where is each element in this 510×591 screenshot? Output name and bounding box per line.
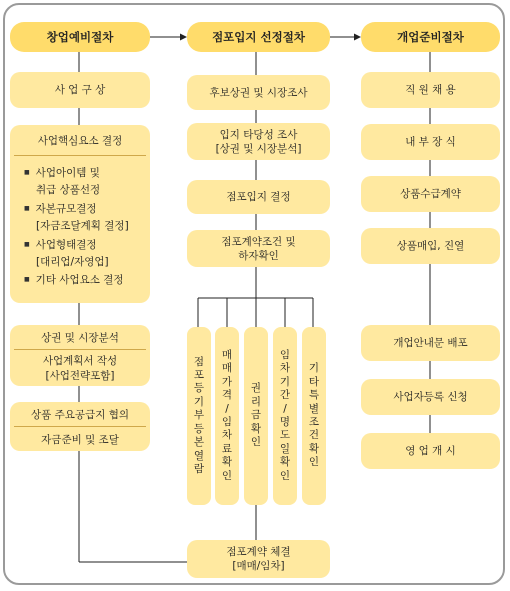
vertical-char: 가: [221, 375, 233, 388]
step-purchase-display: 상품매입, 진열: [361, 228, 500, 264]
vertical-char: 조: [308, 416, 320, 428]
core-item: ■ 사업아이템 및: [24, 164, 150, 182]
funding-line: 자금준비 및 조달: [41, 433, 119, 446]
store-contract-line: 점포계약 체결: [226, 546, 291, 558]
step-business-registration: 사업자등록 신청: [361, 379, 500, 415]
vertical-char: 인: [250, 436, 262, 449]
step-candidate-survey: 후보상권 및 시장조사: [187, 75, 330, 110]
check-price-rent: [215, 327, 239, 505]
vertical-char: 매: [221, 362, 233, 375]
header-startup-prep: 창업예비절차: [10, 22, 150, 52]
market-analysis-box: [10, 325, 150, 386]
check-registry: [187, 327, 211, 505]
step-interior: 내 부 장 식: [361, 124, 500, 160]
vertical-char: 임: [221, 416, 233, 428]
vertical-char: 인: [308, 456, 320, 469]
contract-terms-line: 점포계약조건 및: [221, 235, 296, 248]
vertical-char: 람: [193, 462, 205, 475]
check-lease-period: [273, 327, 297, 505]
vertical-char: 건: [308, 429, 320, 442]
vertical-char: 차: [221, 429, 233, 442]
core-item: ■ 사업형태결정: [24, 236, 150, 254]
core-elements-box: [10, 125, 150, 303]
vertical-char: 매: [221, 348, 233, 361]
vertical-char: 명: [279, 416, 291, 428]
vertical-char: 부: [193, 409, 205, 422]
core-item: [대리업/자영업]: [36, 255, 109, 268]
supplier-title: 상품 주요공급지 협의: [14, 402, 146, 427]
vertical-char: 도: [279, 429, 291, 442]
step-open-business: 영 업 개 시: [361, 433, 500, 469]
vertical-char: 간: [279, 389, 291, 402]
core-item: ■ 자본규모결정: [24, 200, 150, 218]
vertical-char: 타: [308, 375, 320, 388]
vertical-char: 확: [250, 422, 262, 435]
vertical-char: 포: [193, 369, 205, 382]
vertical-char: /: [283, 402, 287, 415]
vertical-char: 등: [193, 422, 205, 435]
vertical-char: /: [225, 402, 229, 415]
step-hire-staff: 직 원 채 용: [361, 72, 500, 108]
vertical-char: 일: [279, 442, 291, 455]
vertical-char: 인: [279, 469, 291, 482]
vertical-char: 본: [193, 436, 205, 449]
vertical-char: 기: [193, 395, 205, 408]
vertical-char: 기: [308, 362, 320, 375]
vertical-char: 임: [279, 348, 291, 361]
vertical-char: 확: [221, 456, 233, 469]
supplier-box: [10, 402, 150, 451]
core-elements-list: [10, 164, 150, 290]
core-item: ■ 기타 사업요소 결정: [24, 271, 150, 289]
vertical-char: 별: [308, 402, 320, 415]
defect-check-line: 하자확인: [238, 249, 279, 262]
market-analysis-title: 상권 및 시장분석: [14, 325, 146, 350]
header-store-location: 점포입지 선정절차: [187, 22, 330, 52]
business-plan-line: 사업계획서 작성: [42, 355, 118, 367]
vertical-char: 확: [308, 442, 320, 455]
core-item: 취급 상품선정: [36, 184, 101, 197]
step-supply-contract: 상품수급계약: [361, 176, 500, 212]
feasibility-sub-line: [상권 및 시장분석]: [215, 142, 302, 155]
check-special-terms: [302, 327, 326, 505]
vertical-char: 점: [193, 355, 205, 368]
step-opening-notice: 개업안내문 배포: [361, 325, 500, 361]
vertical-char: 인: [221, 469, 233, 482]
vertical-char: 특: [308, 389, 320, 402]
vertical-char: 리: [250, 395, 262, 408]
store-contract-sub-line: [매매/임차]: [232, 560, 285, 572]
vertical-char: 확: [279, 456, 291, 469]
vertical-char: 차: [279, 362, 291, 375]
core-item: [자금조달계획 결정]: [36, 220, 129, 232]
vertical-char: 료: [221, 442, 233, 455]
check-premium: [244, 327, 268, 505]
vertical-char: 기: [279, 375, 291, 388]
vertical-char: 열: [193, 449, 205, 462]
feasibility-line: 입지 타당성 조사: [219, 128, 298, 141]
vertical-char: 격: [221, 389, 233, 402]
step-feasibility: [187, 123, 330, 160]
header-opening-prep: 개업준비절차: [361, 22, 500, 52]
business-strategy-line: [사업전략포함]: [45, 370, 115, 382]
step-business-concept: 사 업 구 상: [10, 72, 150, 108]
vertical-char: 등: [193, 382, 205, 395]
core-elements-title: 사업핵심요소 결정: [14, 125, 146, 156]
step-contract-terms: [187, 230, 330, 267]
step-location-decision: 점포입지 결정: [187, 180, 330, 214]
step-store-contract: [187, 540, 330, 578]
vertical-char: 금: [250, 409, 262, 422]
vertical-char: 권: [250, 382, 262, 395]
